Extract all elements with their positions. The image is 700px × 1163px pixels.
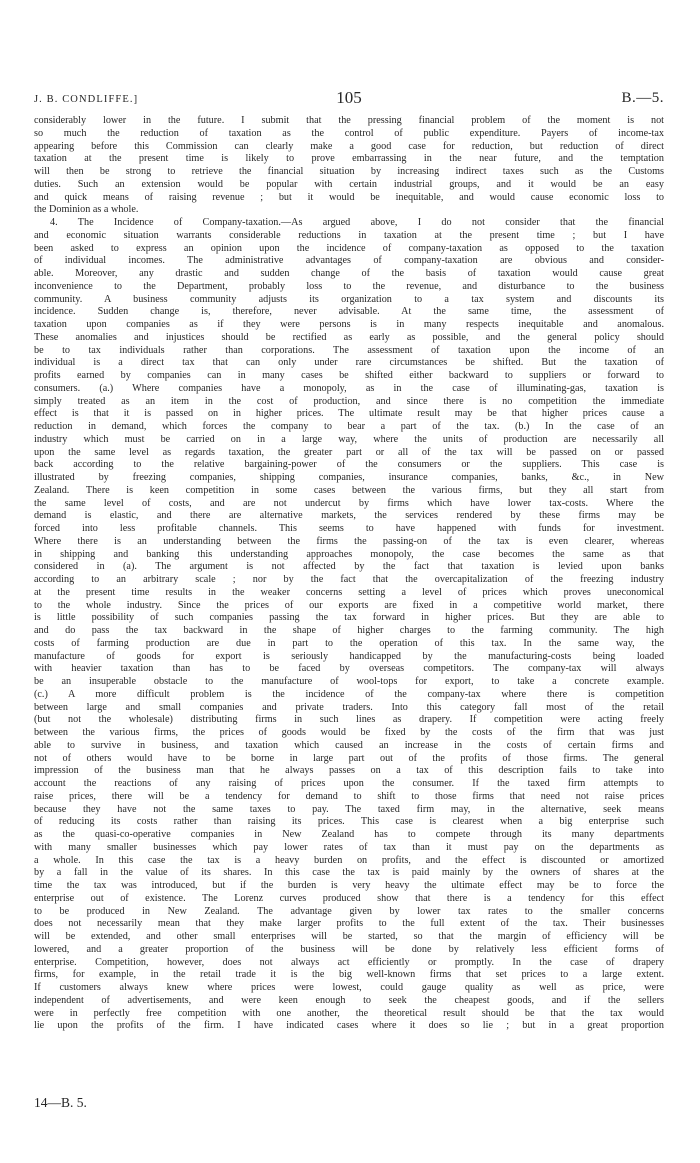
text-line: simply treated as an item in the cost of production, and since there is no competition the immediate	[34, 395, 664, 407]
text-line: be to tax individuals rather than corporations. The assessment of taxation upon the income of an	[34, 344, 664, 356]
text-line: upon the same level as regards taxation, the greater part or all of the tax will be passed on or passed	[34, 446, 664, 458]
text-line: inconvenience to the Department, probably loss to the revenue, and disturbance to the business	[34, 280, 664, 292]
text-line: These anomalies and injustices should be rectified as early as possible, and the general policy should	[34, 331, 664, 343]
text-line: considered in (a). The argument is not affected by the fact that taxation is levied upon banks	[34, 561, 664, 573]
text-line: with many smaller businesses which pay lower rates of tax than it must pay on the departments as	[34, 841, 664, 853]
text-line: between the various firms, the prices of goods would be fixed by the costs of the firm that was just	[34, 727, 664, 738]
document-reference: B.—5.	[621, 90, 664, 106]
text-line: will be extended, and other small enterprises will be started, so that the margin of efficiency will be	[34, 931, 664, 942]
text-line: (c.) A more difficult problem is the incidence of the company-tax where there is competition	[34, 688, 664, 700]
text-line: individual is a direct tax that can only under rare circumstances be shifted. But the taxation of	[34, 357, 664, 369]
text-line: to the whole industry. Since the prices of our exports are fixed in a competitive world market, there	[34, 599, 664, 611]
text-line: duties. Such an extension would be popular with certain industrial groups, and it would be an easy	[34, 178, 664, 190]
text-line: industry which must be carried on in a large way, where the units of production are necessarily all	[34, 433, 664, 445]
text-line: effect is that it is passed on in higher prices. The ultimate result may be that higher prices cause a	[34, 408, 664, 420]
text-line: by a fall in the value of its shares. In this case the tax is paid mainly by the owners of shares at the	[34, 867, 664, 879]
text-line: enterprise out of existence. The Lorenz curves produced show that there is a tendency for this effect	[34, 892, 664, 904]
text-line: raise prices, there will be a tendency for demand to shift to those firms that need not raise prices	[34, 790, 664, 802]
text-line: profits earned by companies can in many cases be shifted either backward to suppliers or forward to	[34, 370, 664, 381]
text-line: the same level of costs, and are not undercut by firms which have lower tax-costs. Where the	[34, 497, 664, 509]
signature-mark: 14—B. 5.	[34, 1095, 87, 1110]
text-line: lowered, and a greater proportion of the business will be done by relatively less efficient forms of	[34, 943, 664, 955]
text-line: incidence. Sudden change is, therefore, never advisable. At the same time, the assessment of	[34, 306, 664, 318]
body-text	[34, 115, 664, 1033]
text-line: forced into less profitable channels. This seems to have happened with funds for investment.	[34, 523, 664, 534]
text-line: is little possibility of such companies passing the tax forward in higher prices. But they are able to	[34, 612, 664, 624]
text-line: manufacture of goods for export is seriously handicapped by the manufacturing-costs being loaded	[34, 650, 664, 662]
text-line: were in perfectly free competition with one another, the theoretical result should be that the tax would	[34, 1007, 664, 1019]
text-line: time the tax was introduced, but if the burden is very heavy the ultimate effect may be to force the	[34, 880, 664, 891]
running-header	[34, 88, 664, 112]
text-line: If customers always knew where prices were lowest, could gauge quality as well as price, were	[34, 982, 664, 993]
text-line: will then be strong to retrieve the financial situation by increasing indirect taxes such as the Customs	[34, 166, 664, 177]
text-line: independent of advertisements, and were keen enough to seek the cheapest goods, and if the sellers	[34, 994, 664, 1006]
text-line: be an insuperable obstacle to the manufacture of wool-tops for export, to take a concrete example.	[34, 676, 664, 687]
text-line: lie upon the profits of the firm. I have indicated cases where it does so lie ; but in a great proportion	[34, 1020, 664, 1032]
text-line: and do pass the tax backward in the shape of higher charges to the farming community. The high	[34, 625, 664, 636]
text-line: so much the reduction of taxation as the control of public expenditure. Payers of income-tax	[34, 127, 664, 139]
text-line: not of others would have to be borne in large part out of the profits of those firms. The general	[34, 752, 664, 764]
text-line: in shipping and banking this understanding approaches monopoly, the case becomes the same as that	[34, 548, 664, 560]
text-line: able. Moreover, any drastic and sudden change of the basis of taxation would cause great	[34, 268, 664, 279]
text-line: and quick means of raising revenue ; but it would be inequitable, and would cause economic loss to	[34, 191, 664, 203]
text-line: back according to the relative bargaining-power of the consumers or the suppliers. This case is	[34, 459, 664, 471]
text-line: 4. The Incidence of Company-taxation.—As argued above, I do not consider that the financial	[50, 217, 664, 228]
text-line: according to an arbitrary scale ; nor by the fact that the overcapitalization of the freezing industry	[34, 574, 664, 585]
text-line: impression of the business man that he always passes on a tax of this description fails to take into	[34, 765, 664, 777]
text-line: community. A business community adjusts its organization to a tax system and discounts its	[34, 293, 664, 305]
text-line: reduction in demand, which forces the company to bear a part of the tax. (b.) In the case of an	[34, 421, 664, 432]
text-line: as the quasi-co-operative companies in New Zealand has to compete through its many departments	[34, 829, 664, 840]
text-line: the Dominion as a whole.	[34, 204, 139, 216]
text-line: Where there is an understanding between the firms the passing-on of the tax is even clearer, whereas	[34, 535, 664, 547]
page-number: 105	[336, 88, 362, 107]
text-line: demand is elastic, and there are alternative markets, the services rendered by these firms may be	[34, 510, 664, 522]
text-line: of individual incomes. The administrative advantages of company-taxation are obvious and consider-	[34, 255, 664, 267]
text-line: a whole. In this case the tax is a heavy burden on profits, and the effect is discounted or amortized	[34, 854, 664, 866]
text-line: does not necessarily mean that they make larger profits to the full extent of the tax. Their businesses	[34, 918, 664, 930]
text-line: illustrated by freezing companies, shipping companies, insurance companies, banks, &c., in New	[34, 472, 664, 483]
text-line: Zealand. There is keen competition in some cases between the various firms, but they all start from	[34, 484, 664, 496]
text-line: taxation upon companies as if they were persons is in many respects inequitable and anomalous.	[34, 319, 664, 330]
text-line: at the present time results in the weaker concerns setting a level of prices which proves uneconomical	[34, 586, 664, 598]
text-line: taxation at the present time is likely to prove embarrassing in the near future, and the temptation	[34, 153, 664, 165]
text-line: of reducing its costs rather than raising its prices. This case is clearest when a big enterprise such	[34, 816, 664, 828]
text-line: enterprise. Competition, however, does not always act efficiently or promptly. In the case of drapery	[34, 956, 664, 968]
text-line: costs of farming production are due in part to the operation of this tax. In the same way, the	[34, 637, 664, 649]
text-line: to be produced in New Zealand. The advantage given by lower tax rates to the smaller concerns	[34, 905, 664, 917]
text-line: and economic situation warrants considerable reductions in taxation at the present time ; but I have	[34, 229, 664, 241]
text-line: between large and small companies and private traders. Into this category fall most of the retail	[34, 701, 664, 713]
text-line: able to survive in business, and taxation which caused an increase in the costs of certain firms and	[34, 739, 664, 751]
text-line: (but not the wholesale) distributing firms in such lines as drapery. If competition were acting freely	[34, 714, 664, 726]
header-author: J. B. CONDLIFFE.]	[34, 94, 139, 105]
text-line: considerably lower in the future. I submit that the pressing financial problem of the moment is not	[34, 115, 664, 126]
text-line: account the reactions of any raising of prices upon the consumer. If the taxed firm attempts to	[34, 778, 664, 789]
text-line: appearing before this Commission can clearly make a good case for reduction, but reduction of direct	[34, 140, 664, 152]
text-line: firms, for example, in the retail trade it is the big well-known firms that set prices to a large extent.	[34, 969, 664, 981]
text-line: consumers. (a.) Where companies have a monopoly, as in the case of illuminating-gas, taxation is	[34, 382, 664, 394]
text-line: been asked to express an opinion upon the incidence of company-taxation as opposed to the taxation	[34, 242, 664, 254]
text-line: because they have not the same taxes to pay. The taxed firm may, in the alternative, seek means	[34, 803, 664, 815]
text-line: with heavier taxation than has to be faced by overseas competitors. The company-tax will always	[34, 663, 664, 675]
